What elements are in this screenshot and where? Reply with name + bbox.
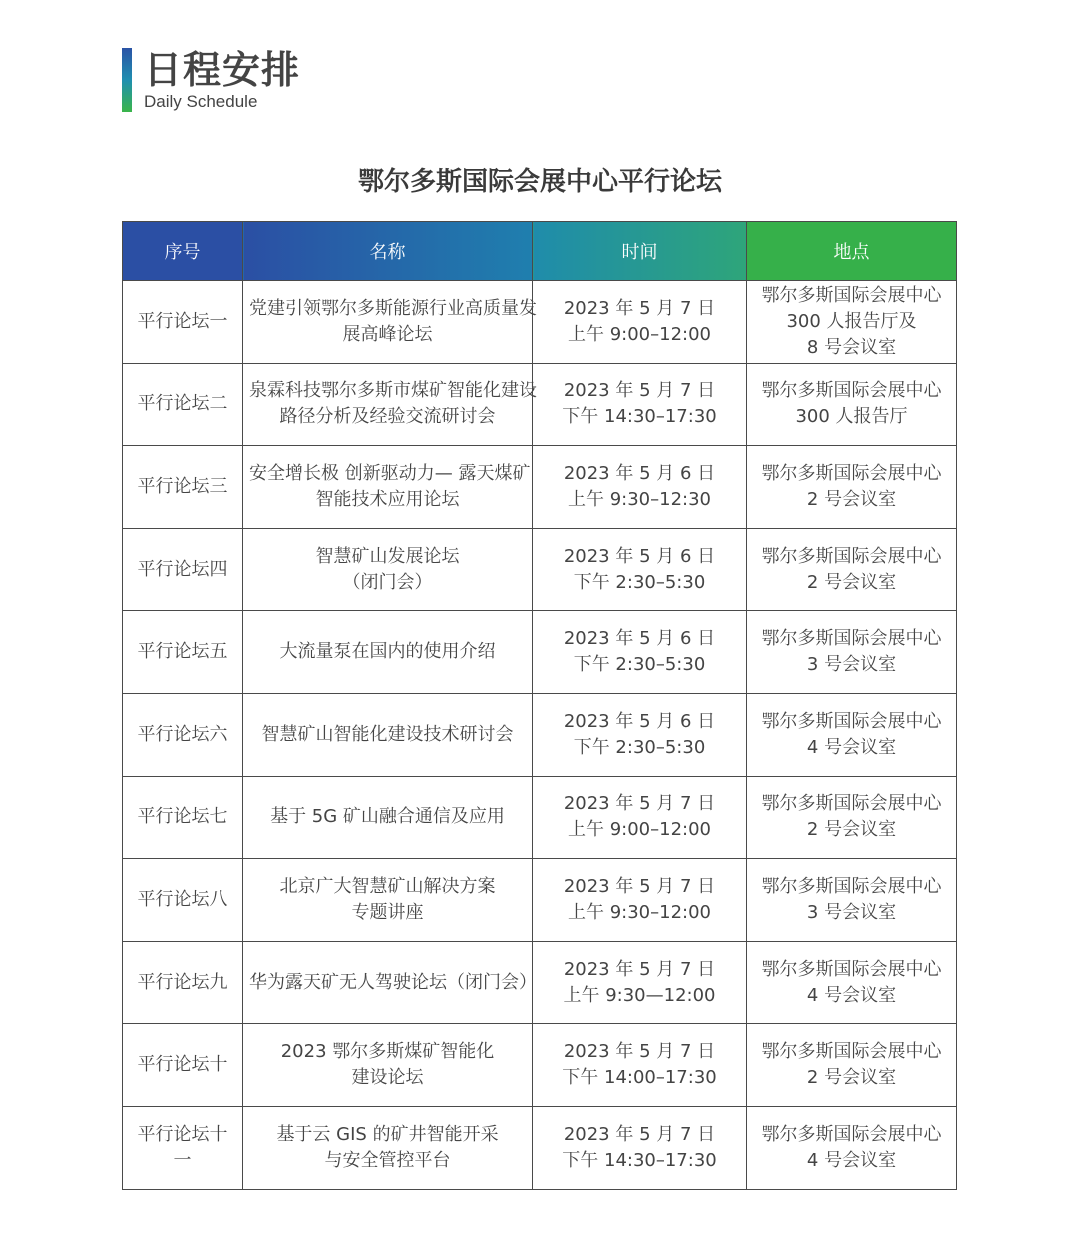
forum-time-line: 下午 14:30–17:30 (562, 406, 717, 428)
forum-name-line: 华为露天矿无人驾驶论坛（闭门会） (249, 971, 537, 993)
forum-location-cell (747, 1106, 957, 1189)
forum-number-cell: 平行论坛八 (123, 859, 243, 942)
forum-name-cell (243, 281, 537, 364)
forum-location-line: 鄂尔多斯国际会展中心 (761, 1041, 942, 1063)
forum-location-line: 鄂尔多斯国际会展中心 (761, 1123, 942, 1145)
forum-time-line: 上午 9:00–12:00 (567, 323, 711, 345)
forum-time-line: 2023 年 5 月 7 日 (563, 793, 716, 815)
forum-location-line: 300 人报告厅及 (786, 310, 917, 332)
forum-name-cell (243, 363, 537, 446)
forum-location-line: 2 号会议室 (806, 488, 897, 510)
forum-name-line: 基于 5G 矿山融合通信及应用 (270, 806, 505, 828)
forum-name-line: 建设论坛 (351, 1067, 424, 1089)
forum-name-line: 路径分析及经验交流研讨会 (279, 406, 496, 428)
forum-time-line: 下午 2:30–5:30 (573, 654, 706, 676)
forum-number-cell: 平行论坛十一 (123, 1106, 243, 1189)
forum-name-cell (243, 1106, 533, 1189)
forum-location-cell (747, 859, 957, 942)
forum-location-line: 鄂尔多斯国际会展中心 (761, 875, 942, 897)
forum-time-line: 上午 9:00–12:00 (567, 819, 711, 841)
table-row (123, 281, 957, 364)
forum-time-line: 上午 9:30–12:30 (567, 488, 711, 510)
forum-time-line: 2023 年 5 月 7 日 (563, 297, 716, 319)
forum-name-line: 泉霖科技鄂尔多斯市煤矿智能化建设 (249, 380, 537, 402)
forum-location-cell (747, 528, 957, 611)
forum-name-cell (243, 611, 533, 694)
forum-number-cell: 平行论坛二 (123, 363, 243, 446)
forum-number-cell: 平行论坛九 (123, 941, 243, 1024)
forum-time-cell (533, 941, 747, 1024)
forum-location-line: 鄂尔多斯国际会展中心 (761, 284, 942, 306)
forum-name-cell (243, 446, 533, 529)
table-row (123, 611, 957, 694)
forum-time-cell (533, 776, 747, 859)
forum-location-line: 8 号会议室 (806, 336, 897, 358)
column-header-name: 名称 (243, 222, 533, 281)
forum-time-cell (533, 693, 747, 776)
forum-location-cell (747, 941, 957, 1024)
forum-location-line: 2 号会议室 (806, 819, 897, 841)
accent-bar (122, 48, 132, 112)
forum-location-cell (747, 1024, 957, 1107)
forum-name-line: 2023 鄂尔多斯煤矿智能化 (280, 1041, 495, 1063)
forum-name-line: 智慧矿山智能化建设技术研讨会 (261, 723, 514, 745)
forum-time-line: 下午 2:30–5:30 (573, 736, 706, 758)
forum-time-line: 下午 2:30–5:30 (573, 571, 706, 593)
forum-name-line: （闭门会） (342, 571, 433, 593)
forum-location-line: 3 号会议室 (806, 901, 897, 923)
forum-name-line: 专题讲座 (351, 901, 424, 923)
forum-time-line: 2023 年 5 月 6 日 (563, 545, 716, 567)
forum-time-line: 上午 9:30—12:00 (563, 984, 716, 1006)
forum-time-cell (533, 1024, 747, 1107)
forum-number-cell: 平行论坛四 (123, 528, 243, 611)
forum-location-line: 鄂尔多斯国际会展中心 (761, 380, 942, 402)
forum-name-cell (243, 776, 533, 859)
column-header-time: 时间 (533, 222, 747, 281)
forum-location-line: 鄂尔多斯国际会展中心 (761, 793, 942, 815)
forum-name-line: 展高峰论坛 (342, 323, 433, 345)
section-title: 日程安排 (144, 48, 301, 92)
table-row (123, 776, 957, 859)
table-row (123, 941, 957, 1024)
forum-location-line: 鄂尔多斯国际会展中心 (761, 462, 942, 484)
forum-location-line: 鄂尔多斯国际会展中心 (761, 958, 942, 980)
forum-time-cell (533, 528, 747, 611)
forum-location-line: 300 人报告厅 (795, 406, 908, 428)
table-body (123, 281, 957, 1190)
forum-time-line: 2023 年 5 月 7 日 (563, 380, 716, 402)
forum-number-cell: 平行论坛七 (123, 776, 243, 859)
forum-location-cell (747, 611, 957, 694)
forum-time-line: 下午 14:30–17:30 (562, 1149, 717, 1171)
forum-number-cell: 平行论坛五 (123, 611, 243, 694)
forum-name-cell (243, 1024, 533, 1107)
forum-number-cell: 平行论坛六 (123, 693, 243, 776)
column-header-number: 序号 (123, 222, 243, 281)
forum-location-line: 鄂尔多斯国际会展中心 (761, 710, 942, 732)
forum-location-cell (747, 446, 957, 529)
table-row (123, 1024, 957, 1107)
forum-name-line: 智能技术应用论坛 (315, 488, 460, 510)
forum-number-cell: 平行论坛十 (123, 1024, 243, 1107)
forum-time-cell (533, 859, 747, 942)
forum-location-line: 4 号会议室 (806, 736, 897, 758)
forum-time-line: 2023 年 5 月 6 日 (563, 628, 716, 650)
forum-time-line: 2023 年 5 月 7 日 (563, 1041, 716, 1063)
forum-name-cell (243, 859, 533, 942)
table-row (123, 1106, 957, 1189)
forum-name-line: 与安全管控平台 (324, 1149, 451, 1171)
forum-time-cell (533, 281, 747, 364)
forum-time-line: 下午 14:00–17:30 (562, 1067, 717, 1089)
column-header-location: 地点 (747, 222, 957, 281)
forum-location-line: 鄂尔多斯国际会展中心 (761, 545, 942, 567)
forum-location-line: 2 号会议室 (806, 571, 897, 593)
forum-location-line: 3 号会议室 (806, 654, 897, 676)
forum-time-line: 2023 年 5 月 7 日 (563, 1123, 716, 1145)
forum-name-line: 北京广大智慧矿山解决方案 (279, 875, 496, 897)
forum-number-cell: 平行论坛一 (123, 281, 243, 364)
forum-time-line: 2023 年 5 月 7 日 (563, 875, 716, 897)
document-title: 鄂尔多斯国际会展中心平行论坛 (357, 167, 722, 197)
table-row (123, 363, 957, 446)
forum-location-line: 4 号会议室 (806, 984, 897, 1006)
table-row (123, 446, 957, 529)
forum-location-line: 2 号会议室 (806, 1067, 897, 1089)
forum-name-line: 安全增长极 创新驱动力— 露天煤矿 (249, 462, 531, 484)
forum-name-line: 党建引领鄂尔多斯能源行业高质量发 (249, 297, 537, 319)
table-header-row (123, 222, 957, 281)
schedule-table (122, 221, 957, 1190)
forum-name-line: 智慧矿山发展论坛 (315, 545, 460, 567)
forum-name-cell (243, 941, 537, 1024)
table-row (123, 528, 957, 611)
forum-time-cell (533, 446, 747, 529)
forum-location-cell (747, 693, 957, 776)
table-row (123, 693, 957, 776)
forum-time-line: 2023 年 5 月 6 日 (563, 710, 716, 732)
forum-name-cell (243, 528, 533, 611)
forum-time-cell (533, 611, 747, 694)
forum-location-line: 鄂尔多斯国际会展中心 (761, 628, 942, 650)
forum-name-cell (243, 693, 533, 776)
forum-time-line: 上午 9:30–12:00 (567, 901, 711, 923)
forum-location-cell (747, 776, 957, 859)
section-subtitle: Daily Schedule (144, 92, 258, 111)
forum-number-cell: 平行论坛三 (123, 446, 243, 529)
forum-location-cell (747, 363, 957, 446)
table-row (123, 859, 957, 942)
forum-name-line: 基于云 GIS 的矿井智能开采 (276, 1123, 499, 1145)
forum-location-line: 4 号会议室 (806, 1149, 897, 1171)
forum-time-cell (533, 363, 747, 446)
forum-name-line: 大流量泵在国内的使用介绍 (279, 641, 496, 663)
forum-location-cell (747, 281, 957, 364)
forum-time-line: 2023 年 5 月 6 日 (563, 462, 716, 484)
forum-time-line: 2023 年 5 月 7 日 (563, 958, 716, 980)
forum-time-cell (533, 1106, 747, 1189)
